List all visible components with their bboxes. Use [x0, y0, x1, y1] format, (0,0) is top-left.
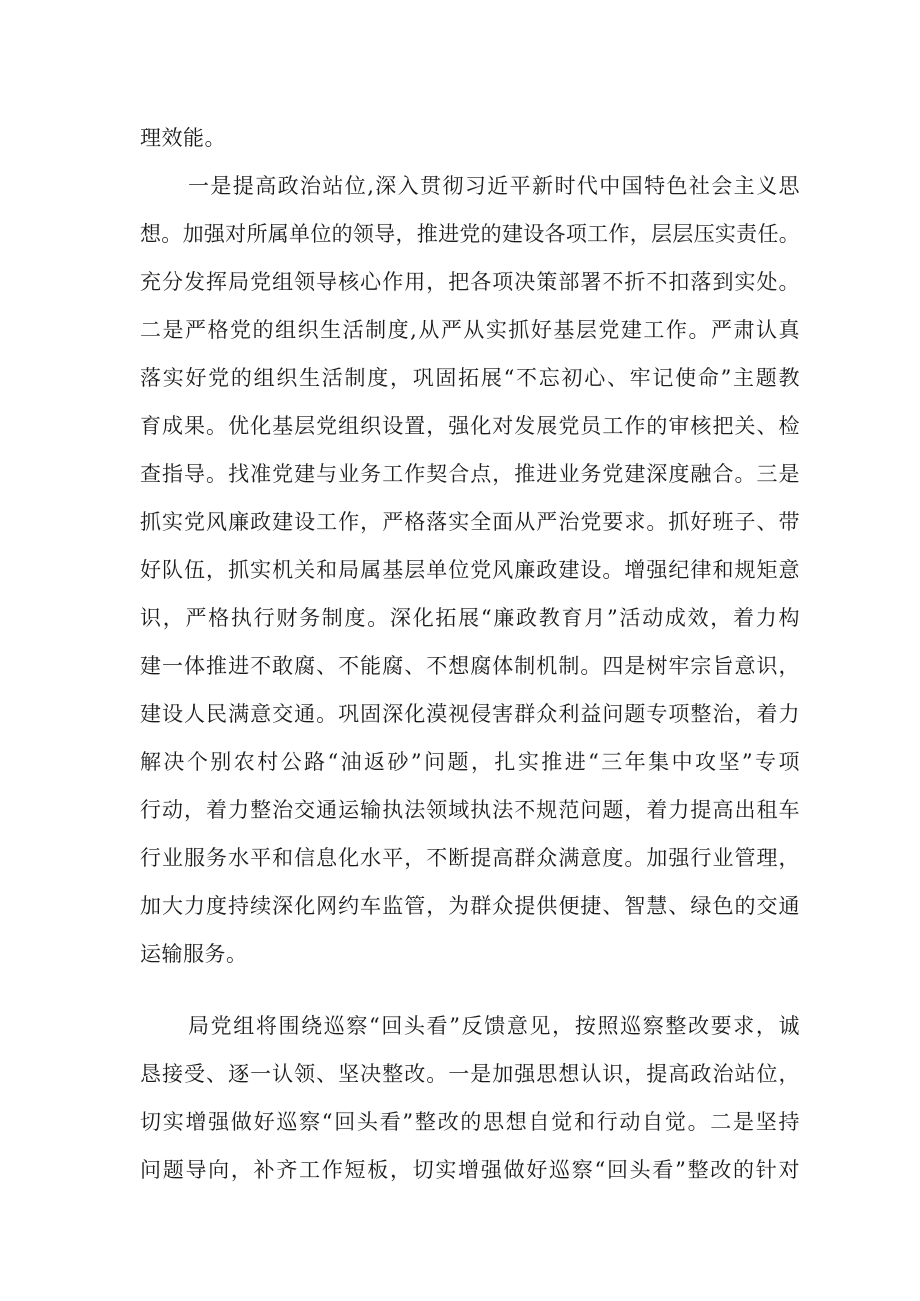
text-line: 育成果。优化基层党组织设置，强化对发展党员工作的审核把关、检: [140, 414, 800, 438]
text-line: 一是提高政治站位,深入贯彻习近平新时代中国特色社会主义思: [188, 174, 800, 198]
text-line: 运输服务。: [140, 942, 248, 966]
text-line: 解决个别农村公路“油返砂”问题，扎实推进“三年集中攻坚”专项: [140, 750, 800, 774]
text-line: 局党组将围绕巡察“回头看”反馈意见，按照巡察整改要求，诚: [188, 1014, 800, 1038]
text-line: 加大力度持续深化网约车监管，为群众提供便捷、智慧、绿色的交通: [140, 894, 800, 918]
text-line: 理效能。: [140, 126, 226, 150]
text-line: 建设人民满意交通。巩固深化漠视侵害群众利益问题专项整治，着力: [140, 702, 800, 726]
text-line: 抓实党风廉政建设工作，严格落实全面从严治党要求。抓好班子、带: [140, 510, 800, 534]
text-line: 二是严格党的组织生活制度,从严从实抓好基层党建工作。严肃认真: [140, 318, 800, 342]
text-line: 行动，着力整治交通运输执法领域执法不规范问题，着力提高出租车: [140, 798, 800, 822]
text-line: 问题导向，补齐工作短板，切实增强做好巡察“回头看”整改的针对: [140, 1158, 800, 1182]
text-line: 恳接受、逐一认领、坚决整改。一是加强思想认识，提高政治站位，: [140, 1062, 800, 1086]
text-line: 落实好党的组织生活制度，巩固拓展“不忘初心、牢记使命”主题教: [140, 366, 800, 390]
text-line: 充分发挥局党组领导核心作用，把各项决策部署不折不扣落到实处。: [140, 270, 800, 294]
text-line: 建一体推进不敢腐、不能腐、不想腐体制机制。四是树牢宗旨意识，: [140, 654, 800, 678]
text-line: 识，严格执行财务制度。深化拓展“廉政教育月”活动成效，着力构: [140, 606, 800, 630]
text-line: 好队伍，抓实机关和局属基层单位党风廉政建设。增强纪律和规矩意: [140, 558, 800, 582]
text-line: 切实增强做好巡察“回头看”整改的思想自觉和行动自觉。二是坚持: [140, 1110, 800, 1134]
text-line: 想。加强对所属单位的领导，推进党的建设各项工作，层层压实责任。: [140, 222, 800, 246]
text-line: 查指导。找准党建与业务工作契合点，推进业务党建深度融合。三是: [140, 462, 800, 486]
text-line: 行业服务水平和信息化水平，不断提高群众满意度。加强行业管理，: [140, 846, 800, 870]
